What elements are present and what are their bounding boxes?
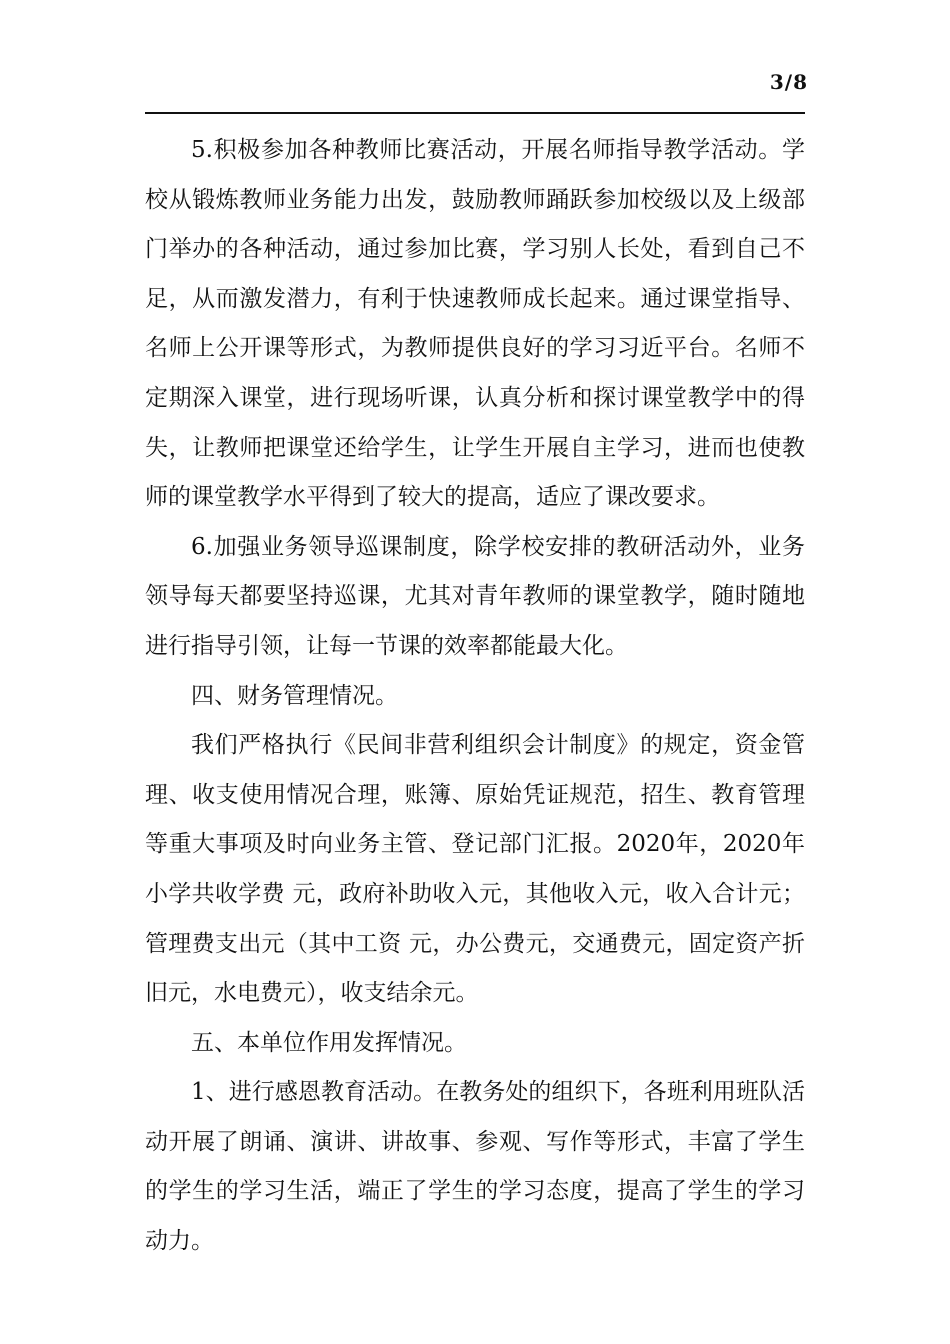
- document-body: [145, 126, 805, 1267]
- section-heading-role: 五、本单位作用发挥情况。: [191, 1029, 467, 1056]
- paragraph-gratitude-education: 1、进行感恩教育活动。在教务处的组织下，各班利用班队活动开展了朗诵、演讲、讲故事、参观、写作等形式，丰富了学生的学生的学习生活，端正了学生的学习态度，提高了学生的学习动力。: [145, 1079, 805, 1255]
- paragraph-teacher-competitions: 5.积极参加各种教师比赛活动，开展名师指导教学活动。学校从锻炼教师业务能力出发，鼓励教师踊跃参加校级以及上级部门举办的各种活动，通过参加比赛，学习别人长处，看到自己不足，从而激发潜力，有利于快速教师成长起来。通过课堂指导、名师上公开课等形式，为教师提供良好的学习习近平台。名师不定期深入课堂，进行现场听课，认真分析和探讨课堂教学中的得失，让教师把课堂还给学生，让学生开展自主学习，进而也使教师的课堂教学水平得到了较大的提高，适应了课改要求。: [145, 137, 805, 511]
- page-number: 3/8: [769, 70, 808, 94]
- section-heading-finance: 四、财务管理情况。: [191, 682, 398, 709]
- paragraph-finance: 我们严格执行《民间非营利组织会计制度》的规定，资金管理、收支使用情况合理，账簿、原始凭证规范，招生、教育管理等重大事项及时向业务主管、登记部门汇报。2020年，2020年小学共收学费 元，政府补助收入元，其他收入元，收入合计元；管理费支出元（其中工资 元，办公费元，交通费元，固定资产折旧元，水电费元），收支结余元。: [145, 732, 805, 1007]
- paragraph-patrol-system: 6.加强业务领导巡课制度，除学校安排的教研活动外，业务领导每天都要坚持巡课，尤其对青年教师的课堂教学，随时随地进行指导引领，让每一节课的效率都能最大化。: [145, 533, 805, 659]
- header-divider: [145, 112, 805, 114]
